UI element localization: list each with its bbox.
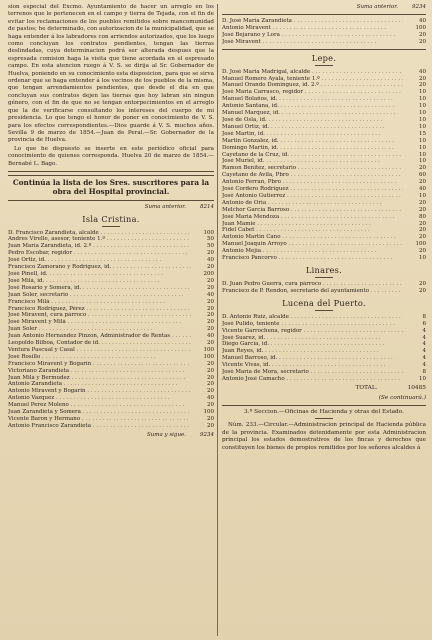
list-item <box>8 250 214 257</box>
subscriber-amount: 10 <box>419 255 426 262</box>
subscriber-name: José Pinell, id. . . . <box>8 271 163 278</box>
subscriber-name: Juan Reyes, id. . . . <box>222 348 379 355</box>
subscriber-name: Vicente Vivas, id. . . . <box>222 362 385 369</box>
list-item <box>222 82 426 89</box>
subscriber-amount: 8 <box>422 369 426 376</box>
list-item <box>222 248 426 255</box>
list-item <box>222 341 426 348</box>
list-item <box>8 243 214 250</box>
subscriber-amount: 40 <box>207 333 214 340</box>
list-item <box>222 110 426 117</box>
subscriber-amount: 10 <box>419 375 426 382</box>
linares-list <box>222 281 426 295</box>
subscriber-name: Antonio Francisco Zarandieta . . . <box>8 423 191 430</box>
subscriber-name: Francisco Pancorvo . . . <box>222 255 392 262</box>
list-item <box>222 321 426 328</box>
subscriber-amount: 20 <box>419 199 426 206</box>
subscriber-name: José Pulido, teniente . . . <box>222 321 395 328</box>
subscriber-name: Ventura Pascual y Casal . . . <box>8 347 190 354</box>
subscriber-name: Manuel Ortiz, id. . . . <box>222 124 385 131</box>
list-item <box>222 152 426 159</box>
subscriber-amount: 15 <box>419 130 426 137</box>
subscriber-name: Antonio Miravent y Bogarin . . . <box>8 388 191 395</box>
list-item <box>8 326 214 333</box>
total-row <box>222 385 426 391</box>
subscriber-name: Vicente Baron y Hermano . . . <box>8 416 191 423</box>
subscriber-amount: 20 <box>207 360 214 367</box>
bottom-paragraph: Núm. 233.—Circular.—Administracion principal de Hacienda pública de la provincia. Examinados detenidamente por esta Administracion principal los estados demostrativos de los fincas y derechos que constituyen los bienes de propios remitidos por los señores alcaldes á <box>222 422 426 451</box>
subscriber-name: Melchor Garcia Barroso . . . <box>222 207 403 214</box>
carry-value: 8214 <box>200 203 214 210</box>
subscriber-amount: 40 <box>419 68 426 75</box>
left-carry <box>8 204 214 211</box>
subscriber-name: Fidel Cabet . . . <box>222 227 370 234</box>
list-item <box>222 207 426 214</box>
list-item <box>222 138 426 145</box>
subscriber-amount: 20 <box>419 31 426 38</box>
subscriber-amount: 100 <box>203 229 214 236</box>
subscriber-amount: 20 <box>207 416 214 422</box>
list-item <box>222 281 426 288</box>
subscriber-name: D. Francisco Zarandieta, alcalde . . . <box>8 230 191 237</box>
list-item <box>8 395 214 402</box>
divider <box>222 49 426 50</box>
subscriber-amount: 20 <box>207 305 214 312</box>
subscriber-name: Leopoldo Bilboa, Contador de id. . . . <box>8 340 191 347</box>
subscriber-name: D. José Maria Zarandieta . . . <box>222 18 403 25</box>
top-list <box>222 18 426 46</box>
subscriber-amount: 40 <box>207 395 214 402</box>
subscriber-name: D. José Maria Madrigal, alcalde . . . <box>222 69 403 76</box>
list-item <box>8 264 214 271</box>
subscriber-name: José Miravent . . . <box>222 39 376 46</box>
list-item <box>222 165 426 172</box>
subscriber-name: Juan Milá y Bermudez . . . <box>8 375 185 382</box>
list-item <box>8 312 214 319</box>
subscriber-amount: 20 <box>419 248 426 255</box>
sum-label: Suma y sigue. <box>146 431 186 438</box>
subscriber-name: Juan Maria Zarandieta, id. 2.º . . . <box>8 243 191 250</box>
subscriber-amount: 10 <box>419 158 426 165</box>
sum-value: 9234 <box>200 431 214 438</box>
subscriber-amount: 8 <box>422 313 426 320</box>
subscriber-amount: 20 <box>207 388 214 395</box>
subscriber-name: Manuel Orando Dominguez, id. 2.º . . . <box>222 82 403 89</box>
list-item <box>222 314 426 321</box>
subscriber-amount: 20 <box>419 38 426 45</box>
list-item <box>222 158 426 165</box>
subscriber-name: Juan Zarandieta y Somera . . . <box>8 409 191 416</box>
subscriber-name: José Miravent y Milá . . . <box>8 319 181 326</box>
top-paragraph: sion especial del Excmo. Ayuntamiento de hacer un arreglo en los terrenos que le pertenecen en el campo y tierra de Tejada, con el fin de evitar los reclamaciones de los pueblos remitidos sobre mancomunidad de pastos; he determinado, con autorizacion de la municipalidad, que se haga entender á los labradores con arriendos autorizados, que los luego como concluyan los contratos pendientes, tengan las tierras deslindadas, cuya determinacion podrá ser alterada despues que la espresada comision haga la visita que tiene acordada en el espresado campo. En esta atencion ruego á V. S. se dirija al Sr. Gobernador de Huelva, poniendo en su conocimiento esta disposicion, para que se sirva ordenar que se haga entender á los vecinos de los pueblos de la misma, que tengan arrendamientos pendientes, que desde el dia en que concluyan sus contratos dejen las tierras que hoy labran sin ningun género, con el fin de que no se tengan entorpecimientos en el arreglo que la de verificarse consultando los intereses del cuerpo de mi presidencia. Lo que tengo el honor de poner en conocimiento de V. S. para los efectos correspondientes.—Dios guarde á V. S. muchos años. Sevilla 9 de marzo de 1854.—Juan de Peral.—Sr. Gobernador de la provincia de Huelva. <box>8 4 214 144</box>
list-item <box>222 328 426 335</box>
subscriber-amount: 20 <box>419 206 426 213</box>
list-item <box>222 200 426 207</box>
list-item <box>8 230 214 237</box>
list-item <box>8 278 214 285</box>
divider <box>102 226 120 227</box>
list-item <box>8 292 214 299</box>
list-item <box>8 236 214 243</box>
subscriber-amount: 40 <box>419 186 426 193</box>
subscriber-name: José Rosillo . . . <box>8 354 156 361</box>
subscriber-name: Francisco Zamorano y Rodriguez, id. . . . <box>8 264 191 271</box>
subscriber-amount: 100 <box>415 241 426 248</box>
subscriber-name: José Rosario y Somera, id. . . . <box>8 285 191 292</box>
subscriber-amount: 10 <box>419 89 426 96</box>
continuation-note: (Se continuará.) <box>378 394 426 401</box>
subscriber-amount: 100 <box>203 353 214 360</box>
subscriber-name: Juan Antonio Hernandez Pinzon, Administrador de Rentas . . . <box>8 333 191 340</box>
list-item <box>222 124 426 131</box>
list-item <box>8 416 214 423</box>
list-item <box>222 193 426 200</box>
subscriber-amount: 60 <box>419 172 426 179</box>
subscriber-name: Juan Mamie . . . <box>222 221 371 228</box>
section-heading: 3.ª Seccion.—Oficinas de Hacienda y otras del Estado. <box>244 408 404 415</box>
list-item <box>222 335 426 342</box>
subscriber-amount: 20 <box>419 281 426 287</box>
subscriber-amount: 20 <box>207 312 214 319</box>
left-column <box>8 4 214 439</box>
subscriber-name: José Milá, id. . . . <box>8 278 160 285</box>
subscriber-name: Manuel Perez Moleno . . . <box>8 402 184 409</box>
subscriber-amount: 20 <box>207 402 214 409</box>
list-item <box>8 299 214 306</box>
subscriber-name: Antonio Martin Cano . . . <box>222 234 396 241</box>
subscriber-amount: 20 <box>207 374 214 381</box>
subscriber-amount: 4 <box>422 334 426 341</box>
subscriber-name: José Maria Mendoza . . . <box>222 214 395 221</box>
list-item <box>222 288 426 295</box>
subscriber-name: José Suarez, id. . . . <box>222 335 381 342</box>
list-item <box>8 333 214 340</box>
list-item <box>222 25 426 32</box>
subscriber-amount: 20 <box>419 220 426 227</box>
subscriber-amount: 20 <box>207 319 214 326</box>
lepe-list <box>222 69 426 262</box>
subscriber-name: Juan Soler, secretario . . . <box>8 292 184 299</box>
section-title-lucena: Lucena del Puerto. <box>282 297 366 308</box>
list-item <box>222 376 426 383</box>
list-item <box>222 117 426 124</box>
list-item <box>8 423 214 430</box>
subscriber-name: Manuel Romero Ayala, teniente 1.º . . . <box>222 76 403 83</box>
carry-value: 9234 <box>412 4 426 10</box>
subscriber-amount: 20 <box>207 277 214 284</box>
subscriber-name: Manuel Barroso, id. . . . <box>222 355 393 362</box>
subscriber-amount: 10 <box>419 110 426 117</box>
subscriber-amount: 4 <box>422 362 426 369</box>
subscriber-amount: 10 <box>419 103 426 110</box>
divider <box>315 277 333 278</box>
subscriber-amount: 40 <box>207 257 214 264</box>
subscriber-amount: 80 <box>419 213 426 220</box>
list-item <box>8 306 214 313</box>
subscriber-amount: 10 <box>419 192 426 199</box>
list-item <box>222 69 426 76</box>
subscriber-amount: 4 <box>422 327 426 334</box>
subscriber-name: Antonio Santana, id. . . . <box>222 103 394 110</box>
divider <box>222 405 426 406</box>
subscriber-name: Juan Soler . . . <box>8 326 152 333</box>
subscriber-amount: 100 <box>203 409 214 416</box>
section-title-isla: Isla Cristina. <box>82 213 140 224</box>
subscriber-name: Antonio Ferran, Pbro . . . <box>222 179 396 186</box>
list-item <box>222 186 426 193</box>
section-title-lepe: Lepe. <box>311 52 337 63</box>
subscriber-amount: 20 <box>419 234 426 241</box>
list-item <box>222 234 426 241</box>
subscriber-name: Antonio Miravent . . . <box>222 25 386 32</box>
column-divider <box>217 4 218 636</box>
list-item <box>8 285 214 292</box>
subscriber-amount: 200 <box>203 270 214 277</box>
list-item <box>222 221 426 228</box>
subscriber-amount: 40 <box>419 18 426 24</box>
subscriber-amount: 10 <box>419 144 426 151</box>
list-item <box>222 172 426 179</box>
subscriber-name: Victoriano Zarandieta . . . <box>8 368 184 375</box>
isla-list <box>8 230 214 430</box>
list-item <box>222 145 426 152</box>
subscriber-amount: 100 <box>415 24 426 31</box>
subscriber-amount: 4 <box>422 341 426 348</box>
list-item <box>222 241 426 248</box>
right-column <box>222 4 426 452</box>
total-label: TOTAL. <box>355 384 378 391</box>
subscriber-name: José María de Mora, secretario . . . <box>222 369 403 376</box>
subscriber-name: Vicente Garrochena, regidor . . . <box>222 328 403 335</box>
list-item <box>8 402 214 409</box>
list-item <box>222 76 426 83</box>
subscriber-amount: 4 <box>422 348 426 355</box>
subscriber-amount: 20 <box>207 284 214 291</box>
list-item <box>222 255 426 262</box>
list-item <box>222 348 426 355</box>
list-item <box>8 375 214 382</box>
lucena-list <box>222 314 426 383</box>
subscriber-amount: 20 <box>419 75 426 82</box>
carry-label: Suma anterior. <box>144 203 186 210</box>
subscriber-name: Martin Gonzalez, id. . . . <box>222 138 394 145</box>
list-item <box>8 409 214 416</box>
subscriber-name: Francisco de P. Rendon, secretario del ayuntamiento . . . <box>222 288 403 295</box>
list-heading: Continúa la lista de los Sres. suscritores para la obra del Hospital provincial. <box>12 177 210 196</box>
subscriber-name: José Martin, id. . . . <box>222 131 380 138</box>
subscriber-amount: 20 <box>419 165 426 172</box>
subscriber-name: Ramon Benitez, secretario . . . <box>222 165 403 172</box>
list-item <box>8 347 214 354</box>
subscriber-amount: 10 <box>419 137 426 144</box>
subscriber-name: Antonio Vazquez . . . <box>8 395 170 402</box>
list-item <box>222 39 426 46</box>
divider <box>315 310 333 311</box>
subscriber-amount: 20 <box>207 250 214 257</box>
subscriber-amount: 100 <box>203 346 214 353</box>
subscriber-amount: 50 <box>207 243 214 250</box>
subscriber-amount: 20 <box>207 381 214 388</box>
subscriber-name: Francisco Rodriguez, Pérez . . . <box>8 306 191 313</box>
subscriber-name: Antonio Mejía . . . <box>222 248 376 255</box>
subscriber-amount: 10 <box>419 96 426 103</box>
subscriber-name: Cayetano de Ávila, Pbro . . . <box>222 172 403 179</box>
subscriber-amount: 40 <box>207 291 214 298</box>
subscriber-name: D. Antonio Ruiz, alcalde . . . <box>222 314 403 321</box>
divider <box>8 171 214 172</box>
subscriber-name: Antonio Zarandieta . . . <box>8 381 177 388</box>
subscriber-name: Domingo Martin, id. . . . <box>222 145 394 152</box>
list-item <box>222 369 426 376</box>
subscriber-name: Manuel Bolaños, id. . . . <box>222 96 393 103</box>
subscriber-amount: 6 <box>422 320 426 327</box>
list-item <box>222 89 426 96</box>
list-item <box>222 18 426 25</box>
subscriber-amount: 20 <box>419 287 426 294</box>
list-item <box>8 319 214 326</box>
total-value: 10485 <box>407 384 426 391</box>
list-item <box>222 103 426 110</box>
subscriber-name: José de Osla, id. . . . <box>222 117 382 124</box>
subscriber-amount: 20 <box>207 367 214 374</box>
list-item <box>222 214 426 221</box>
subscriber-name: José Antonio Gutierrez . . . <box>222 193 401 200</box>
subscriber-name: D. Juan Pedro Guerra, cura párroco . . . <box>222 281 403 288</box>
subscriber-name: Antonio de Oria . . . <box>222 200 382 207</box>
list-item <box>8 381 214 388</box>
subscriber-name: José Miravent, cura párroco . . . <box>8 312 191 319</box>
subscriber-name: José Ortiz, id. . . . <box>8 257 161 264</box>
subscriber-amount: 20 <box>419 227 426 234</box>
subscriber-amount: 10 <box>419 116 426 123</box>
subscriber-amount: 50 <box>207 236 214 243</box>
subscriber-name: Francisco Miravent y Bogarin . . . <box>8 361 191 368</box>
list-item <box>222 131 426 138</box>
subscriber-amount: 20 <box>207 340 214 347</box>
subscriber-name: Francisco Milá . . . <box>8 299 165 306</box>
closing-paragraph: Lo que he dispuesto se inserte en este periódico oficial para conocimiento de quienes corresponda. Huelva 20 de marzo de 1854.—Bernabé L. Bago. <box>8 145 214 167</box>
subscriber-name: Diego Garcia, id. . . . <box>222 341 384 348</box>
subscriber-amount: 10 <box>419 123 426 130</box>
list-item <box>8 271 214 278</box>
subscriber-name: Andres Virelle, asesor, teniente 1.º . . . <box>8 236 191 243</box>
list-item <box>8 388 214 395</box>
right-carry <box>222 4 426 11</box>
subscriber-name: Pedro Escobar, regidor . . . <box>8 250 187 257</box>
list-item <box>8 257 214 264</box>
subscriber-name: Antonio José Camacho . . . <box>222 376 400 383</box>
subscriber-name: Manuel Joaquin Arroyo . . . <box>222 241 402 248</box>
divider <box>315 65 333 66</box>
carry-label: Suma anterior. <box>356 4 398 10</box>
subscriber-name: José Bejarano y Lora . . . <box>222 32 395 39</box>
subscriber-amount: 10 <box>419 151 426 158</box>
subscriber-name: Cayetano de la Cruz, id. . . . <box>222 152 403 159</box>
subscriber-name: José Maria Carrasco, regidor . . . <box>222 89 403 96</box>
list-item <box>8 340 214 347</box>
subscriber-name: José Muriel, id. . . . <box>222 158 380 165</box>
list-item <box>8 368 214 375</box>
list-item <box>8 361 214 368</box>
subscriber-amount: 20 <box>207 264 214 271</box>
left-bottom-sum <box>8 432 214 439</box>
subscriber-name: Manuel Marquez, id. . . . <box>222 110 395 117</box>
list-item <box>222 227 426 234</box>
list-item <box>222 355 426 362</box>
list-item <box>222 32 426 39</box>
list-item <box>222 179 426 186</box>
subscriber-amount: 20 <box>207 298 214 305</box>
subscriber-amount: 20 <box>207 326 214 333</box>
divider <box>8 200 214 201</box>
section-title-linares: Linares. <box>305 265 343 275</box>
divider <box>315 418 333 419</box>
list-item <box>222 96 426 103</box>
divider <box>8 175 214 176</box>
subscriber-amount: 20 <box>207 422 214 429</box>
subscriber-amount: 4 <box>422 355 426 362</box>
list-item <box>8 354 214 361</box>
subscriber-name: José Cordero Rodriguez . . . <box>222 186 403 193</box>
divider <box>222 14 426 15</box>
subscriber-amount: 20 <box>419 179 426 186</box>
list-item <box>222 362 426 369</box>
subscriber-amount: 20 <box>419 82 426 89</box>
